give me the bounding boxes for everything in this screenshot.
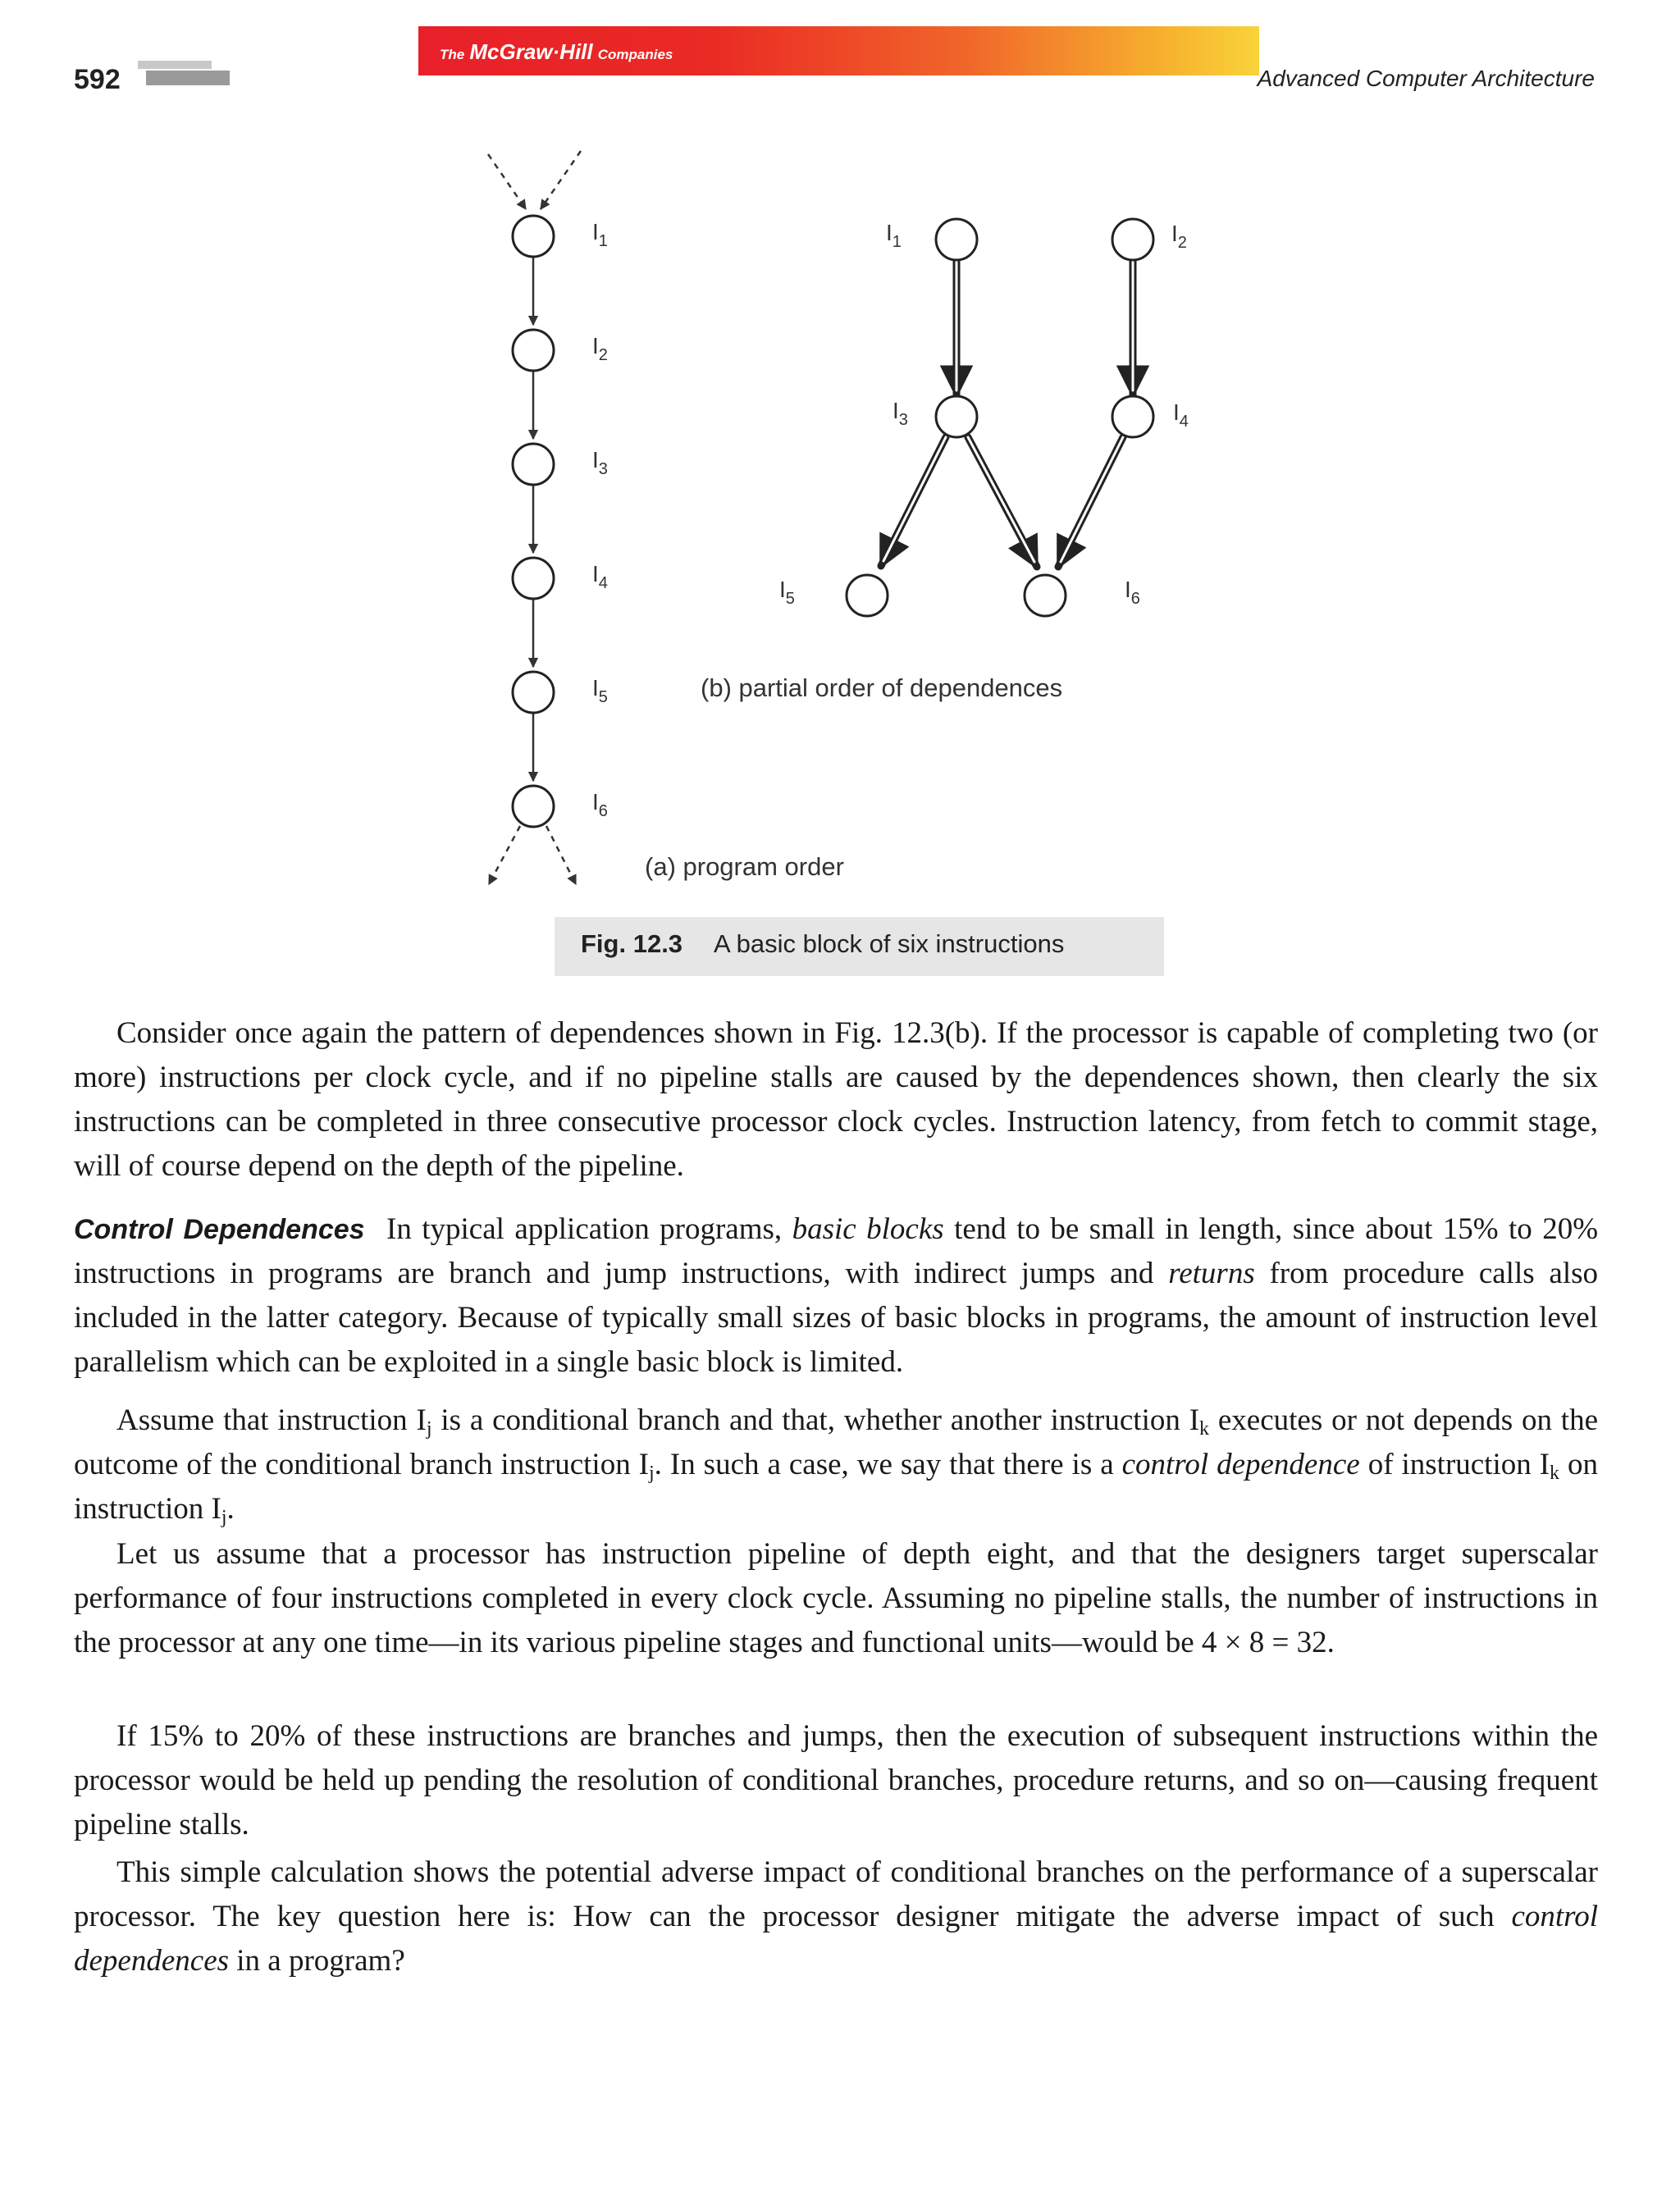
label-b-i5: $I_5$	[779, 577, 795, 608]
paragraph-2: Control Dependences In typical application programs, basic blocks tend to be small in length, since about 15% to 20% instructions in programs are branch and jump instructions, with indirect jumps and returns from procedure calls also included in the latter category. Because of typically small sizes of basic blocks in programs, the amount of instruction level parallelism which can be exploited in a single basic block is limited.	[74, 1212, 1599, 1379]
label-a-i5: $I_5$	[592, 675, 608, 706]
label-b-i3: $I_3$	[892, 398, 908, 429]
figure-caption-text: A basic block of six instructions	[714, 929, 1065, 958]
label-b-i1: $I_1$	[886, 220, 902, 251]
node-b-i1	[936, 219, 977, 260]
label-a-i4: $I_4$	[592, 561, 608, 592]
dependence-edges	[881, 261, 1133, 567]
node-a-i4	[513, 558, 554, 599]
label-a-i1: $I_1$	[592, 219, 608, 250]
node-a-i5	[513, 672, 554, 713]
publisher-logo: The McGraw·Hill Companies	[440, 39, 673, 64]
figure-caption	[555, 917, 1164, 976]
dependence-figure	[0, 0, 1680, 984]
paragraph-1: Consider once again the pattern of dependences shown in Fig. 12.3(b). If the processor is capable of completing two (or more) instructions per clock cycle, and if no pipeline stalls are caused by the dependences shown, then clearly the six instructions can be completed in three consecutive processor clock cycles. Instruction latency, from fetch to commit stage, will of course depend on the depth of the pipeline.	[74, 1016, 1598, 1183]
panel-b-caption: (b) partial order of dependences	[701, 673, 1063, 702]
program-order-labels	[592, 219, 608, 820]
label-b-i4: $I_4$	[1173, 399, 1189, 431]
panel-a-caption: (a) program order	[645, 852, 844, 881]
edge-i4-i6	[1058, 437, 1123, 567]
paragraph-6: This simple calculation shows the potential adverse impact of conditional branches on the performance of a superscalar processor. The key question here is: How can the processor designer mitigate the adverse impact of such control dependences in a program?	[74, 1855, 1598, 1978]
panel-a-program-order	[488, 151, 844, 884]
label-a-i6: $I_6$	[592, 789, 608, 820]
node-b-i5	[847, 575, 888, 616]
label-a-i2: $I_2$	[592, 333, 608, 364]
label-b-i2: $I_2$	[1171, 221, 1187, 252]
paragraph-5: If 15% to 20% of these instructions are branches and jumps, then the execution of subsequent instructions within the processor would be held up pending the resolution of conditional branches, procedure returns, and so on—causing frequent pipeline stalls.	[74, 1719, 1598, 1841]
panel-b-partial-order	[701, 219, 1189, 702]
node-b-i2	[1112, 219, 1153, 260]
node-a-i2	[513, 330, 554, 371]
edge-i3-i6	[968, 437, 1037, 567]
page-number: 592	[74, 64, 121, 95]
running-title: Advanced Computer Architecture	[1257, 66, 1595, 91]
dashed-incoming-arrows	[488, 151, 581, 209]
node-b-i3	[936, 396, 977, 437]
node-a-i3	[513, 444, 554, 485]
dashed-outgoing-arrows	[489, 826, 576, 884]
node-a-i6	[513, 786, 554, 827]
node-b-i4	[1112, 396, 1153, 437]
edge-i3-i5	[881, 437, 946, 566]
paragraph-4: Let us assume that a processor has instruction pipeline of depth eight, and that the designers target superscalar performance of four instructions completed in every clock cycle. Assuming no pipeline stalls, the number of instructions in the processor at any one time—in its various pipeline stages and functional units—would be 4 × 8 = 32.	[74, 1537, 1598, 1659]
node-a-i1	[513, 216, 554, 257]
section-heading: Control Dependences	[74, 1214, 365, 1245]
paragraph-3: Assume that instruction $I_j$ is a conditional branch and that, whether another instruction $I_k$ executes or not depends on the outcome of the conditional branch instruction $I_j$. In such a case, we say that there is a control dependence of instruction $I_k$ on instruction $I_j$.	[74, 1403, 1599, 1528]
label-a-i3: $I_3$	[592, 447, 608, 478]
label-b-i6: $I_6$	[1125, 577, 1140, 608]
figure-number: Fig. 12.3	[581, 929, 683, 958]
node-b-i6	[1025, 575, 1066, 616]
